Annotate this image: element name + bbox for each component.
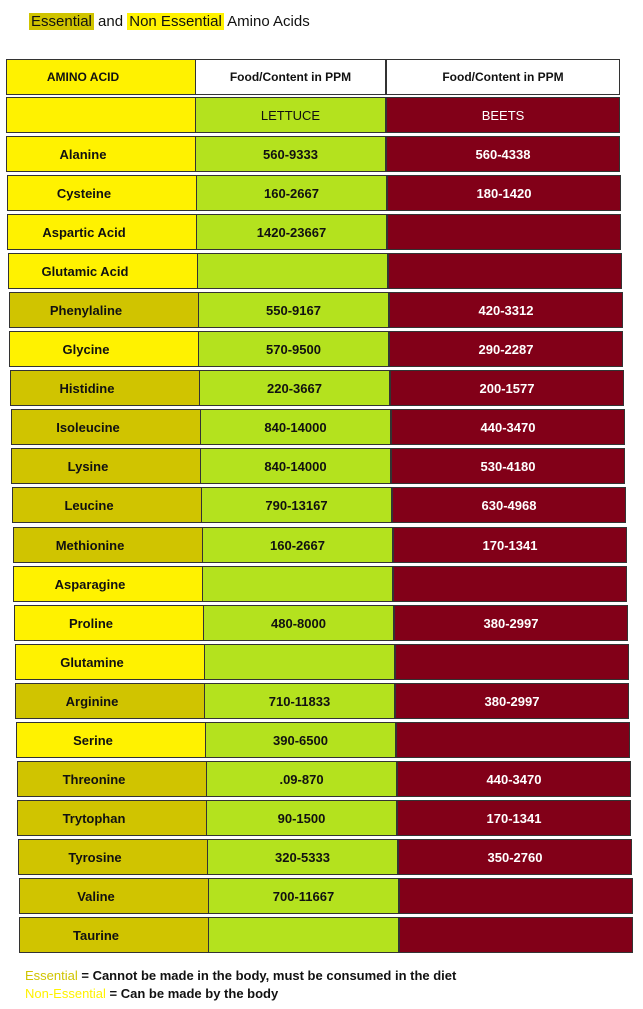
beets-value-cell <box>397 761 631 797</box>
lettuce-value: 710-11833 <box>268 693 331 709</box>
amino-acid-name: Proline <box>68 615 114 631</box>
beets-value: 630-4968 <box>481 497 537 513</box>
lettuce-value-cell <box>200 409 391 445</box>
beets-value-cell <box>399 878 633 914</box>
lettuce-value-cell <box>196 175 387 211</box>
beets-value-cell <box>389 331 623 367</box>
beets-value: 380-2997 <box>483 615 539 631</box>
title-essential-highlight: Essential <box>31 13 92 30</box>
beets-value: 420-3312 <box>478 302 534 318</box>
beets-value-cell <box>388 253 622 289</box>
beets-value: 440-3470 <box>480 419 536 435</box>
amino-acid-name: Arginine <box>65 693 119 709</box>
amino-acid-name-cell <box>7 214 227 250</box>
amino-acid-name-cell <box>12 487 232 523</box>
lettuce-value: 390-6500 <box>273 732 328 748</box>
beets-value: 560-4338 <box>475 146 531 162</box>
lettuce-value: 840-14000 <box>264 419 327 435</box>
lettuce-value-cell <box>202 527 393 563</box>
amino-acid-name: Tyrosine <box>68 849 122 865</box>
title-and: and <box>93 13 128 30</box>
amino-acid-name-cell <box>17 800 237 836</box>
amino-acid-name-cell <box>9 292 229 328</box>
beets-value-cell <box>389 292 623 328</box>
food-beets <box>386 97 620 133</box>
header-food-content-1-label: Food/Content in PPM <box>229 70 352 84</box>
amino-acid-name: Isoleucine <box>56 419 120 435</box>
lettuce-value-cell <box>205 722 396 758</box>
beets-value: 350-2760 <box>487 849 543 865</box>
legend-non-essential-text: = Can be made by the body <box>105 986 279 1001</box>
food-row-blank <box>6 97 226 133</box>
beets-value-cell <box>396 722 630 758</box>
beets-value-cell <box>390 370 624 406</box>
beets-value-cell <box>391 409 625 445</box>
title-rest: Amino Acids <box>223 13 310 30</box>
amino-acid-name: Asparagine <box>54 576 126 592</box>
legend-non-essential <box>25 985 456 1003</box>
beets-value: 380-2997 <box>484 693 540 709</box>
beets-value: 290-2287 <box>478 341 534 357</box>
lettuce-value-cell <box>208 878 399 914</box>
header-food-content-2 <box>386 59 620 95</box>
amino-acid-name-cell <box>17 761 237 797</box>
legend-essential <box>25 967 456 985</box>
lettuce-value: 320-5333 <box>275 849 330 865</box>
beets-value: 530-4180 <box>480 458 536 474</box>
amino-acid-name: Glutamic Acid <box>41 263 129 279</box>
amino-acid-name: Leucine <box>64 497 114 513</box>
beets-value-cell <box>393 566 627 602</box>
beets-value-cell <box>392 487 626 523</box>
lettuce-value-cell <box>204 644 395 680</box>
amino-acid-name: Glycine <box>62 341 110 357</box>
amino-acid-name: Trytophan <box>62 810 126 826</box>
lettuce-value: 840-14000 <box>264 458 327 474</box>
lettuce-value: 1420-23667 <box>256 224 327 240</box>
amino-acid-name: Alanine <box>59 146 107 162</box>
beets-value-cell <box>387 214 621 250</box>
beets-value: 170-1341 <box>482 537 538 553</box>
beets-value: 440-3470 <box>486 771 542 787</box>
lettuce-value-cell <box>195 136 386 172</box>
beets-value-cell <box>394 605 628 641</box>
food-beets-label: BEETS <box>481 107 525 123</box>
beets-value-cell <box>398 839 632 875</box>
amino-acid-name-cell <box>14 605 234 641</box>
beets-value-cell <box>386 136 620 172</box>
lettuce-value: 570-9500 <box>266 341 321 357</box>
beets-value-cell <box>393 527 627 563</box>
beets-value-cell <box>397 800 631 836</box>
amino-acid-name-cell <box>11 448 231 484</box>
beets-value-cell <box>391 448 625 484</box>
amino-acid-name: Methionine <box>55 537 125 553</box>
legend <box>25 967 456 1003</box>
lettuce-value-cell <box>206 761 397 797</box>
lettuce-value-cell <box>198 331 389 367</box>
amino-acid-name-cell <box>16 722 236 758</box>
amino-acid-name: Serine <box>73 732 113 748</box>
beets-value-cell <box>387 175 621 211</box>
amino-acid-name: Glutamine <box>60 654 124 670</box>
beets-value-cell <box>399 917 633 953</box>
lettuce-value-cell <box>197 253 388 289</box>
amino-acid-name: Aspartic Acid <box>42 224 126 240</box>
beets-value: 180-1420 <box>476 185 532 201</box>
lettuce-value-cell <box>201 487 392 523</box>
lettuce-value-cell <box>206 800 397 836</box>
lettuce-value-cell <box>196 214 387 250</box>
lettuce-value: 790-13167 <box>265 497 328 513</box>
header-amino-acid <box>6 59 226 95</box>
lettuce-value-cell <box>203 605 394 641</box>
lettuce-value: 160-2667 <box>270 537 325 553</box>
lettuce-value: 90-1500 <box>277 810 326 826</box>
amino-acid-name-cell <box>10 370 230 406</box>
amino-acid-name-cell <box>7 175 227 211</box>
amino-acid-name-cell <box>19 878 239 914</box>
amino-acid-name-cell <box>13 566 233 602</box>
beets-value: 200-1577 <box>479 380 535 396</box>
lettuce-value: 700-11667 <box>272 888 335 904</box>
beets-value: 170-1341 <box>486 810 542 826</box>
food-lettuce-label: LETTUCE <box>260 107 321 123</box>
amino-acid-name: Lysine <box>67 458 109 474</box>
legend-essential-text: = Cannot be made in the body, must be consumed in the diet <box>77 968 457 983</box>
amino-acid-name: Threonine <box>62 771 126 787</box>
lettuce-value-cell <box>204 683 395 719</box>
amino-acid-name-cell <box>6 136 226 172</box>
amino-acid-name-cell <box>19 917 239 953</box>
lettuce-value-cell <box>208 917 399 953</box>
lettuce-value: 480-8000 <box>271 615 326 631</box>
lettuce-value: 160-2667 <box>264 185 319 201</box>
legend-essential-label: Essential <box>25 968 78 983</box>
lettuce-value: 560-9333 <box>263 146 318 162</box>
beets-value-cell <box>395 683 629 719</box>
amino-acid-name: Histidine <box>59 380 115 396</box>
lettuce-value-cell <box>200 448 391 484</box>
amino-acid-name: Phenylaline <box>49 302 123 318</box>
amino-acid-name: Taurine <box>73 927 119 943</box>
food-lettuce <box>195 97 386 133</box>
amino-acid-name: Cysteine <box>56 185 112 201</box>
beets-value-cell <box>395 644 629 680</box>
amino-acid-name-cell <box>15 683 235 719</box>
lettuce-value: 550-9167 <box>266 302 321 318</box>
amino-acid-name-cell <box>8 253 228 289</box>
legend-non-essential-label: Non-Essential <box>25 986 106 1001</box>
header-food-content-1 <box>195 59 386 95</box>
lettuce-value: 220-3667 <box>267 380 322 396</box>
title-non-essential-highlight: Non Essential <box>129 13 222 30</box>
header-amino-acid-label: AMINO ACID <box>46 70 120 84</box>
amino-acid-name-cell <box>9 331 229 367</box>
header-food-content-2-label: Food/Content in PPM <box>442 70 564 84</box>
amino-acid-name-cell <box>18 839 238 875</box>
lettuce-value-cell <box>207 839 398 875</box>
amino-acid-name: Valine <box>77 888 115 904</box>
lettuce-value-cell <box>198 292 389 328</box>
amino-acid-name-cell <box>15 644 235 680</box>
lettuce-value-cell <box>199 370 390 406</box>
lettuce-value: .09-870 <box>279 771 324 787</box>
amino-acid-name-cell <box>11 409 231 445</box>
amino-acid-name-cell <box>13 527 233 563</box>
lettuce-value-cell <box>202 566 393 602</box>
